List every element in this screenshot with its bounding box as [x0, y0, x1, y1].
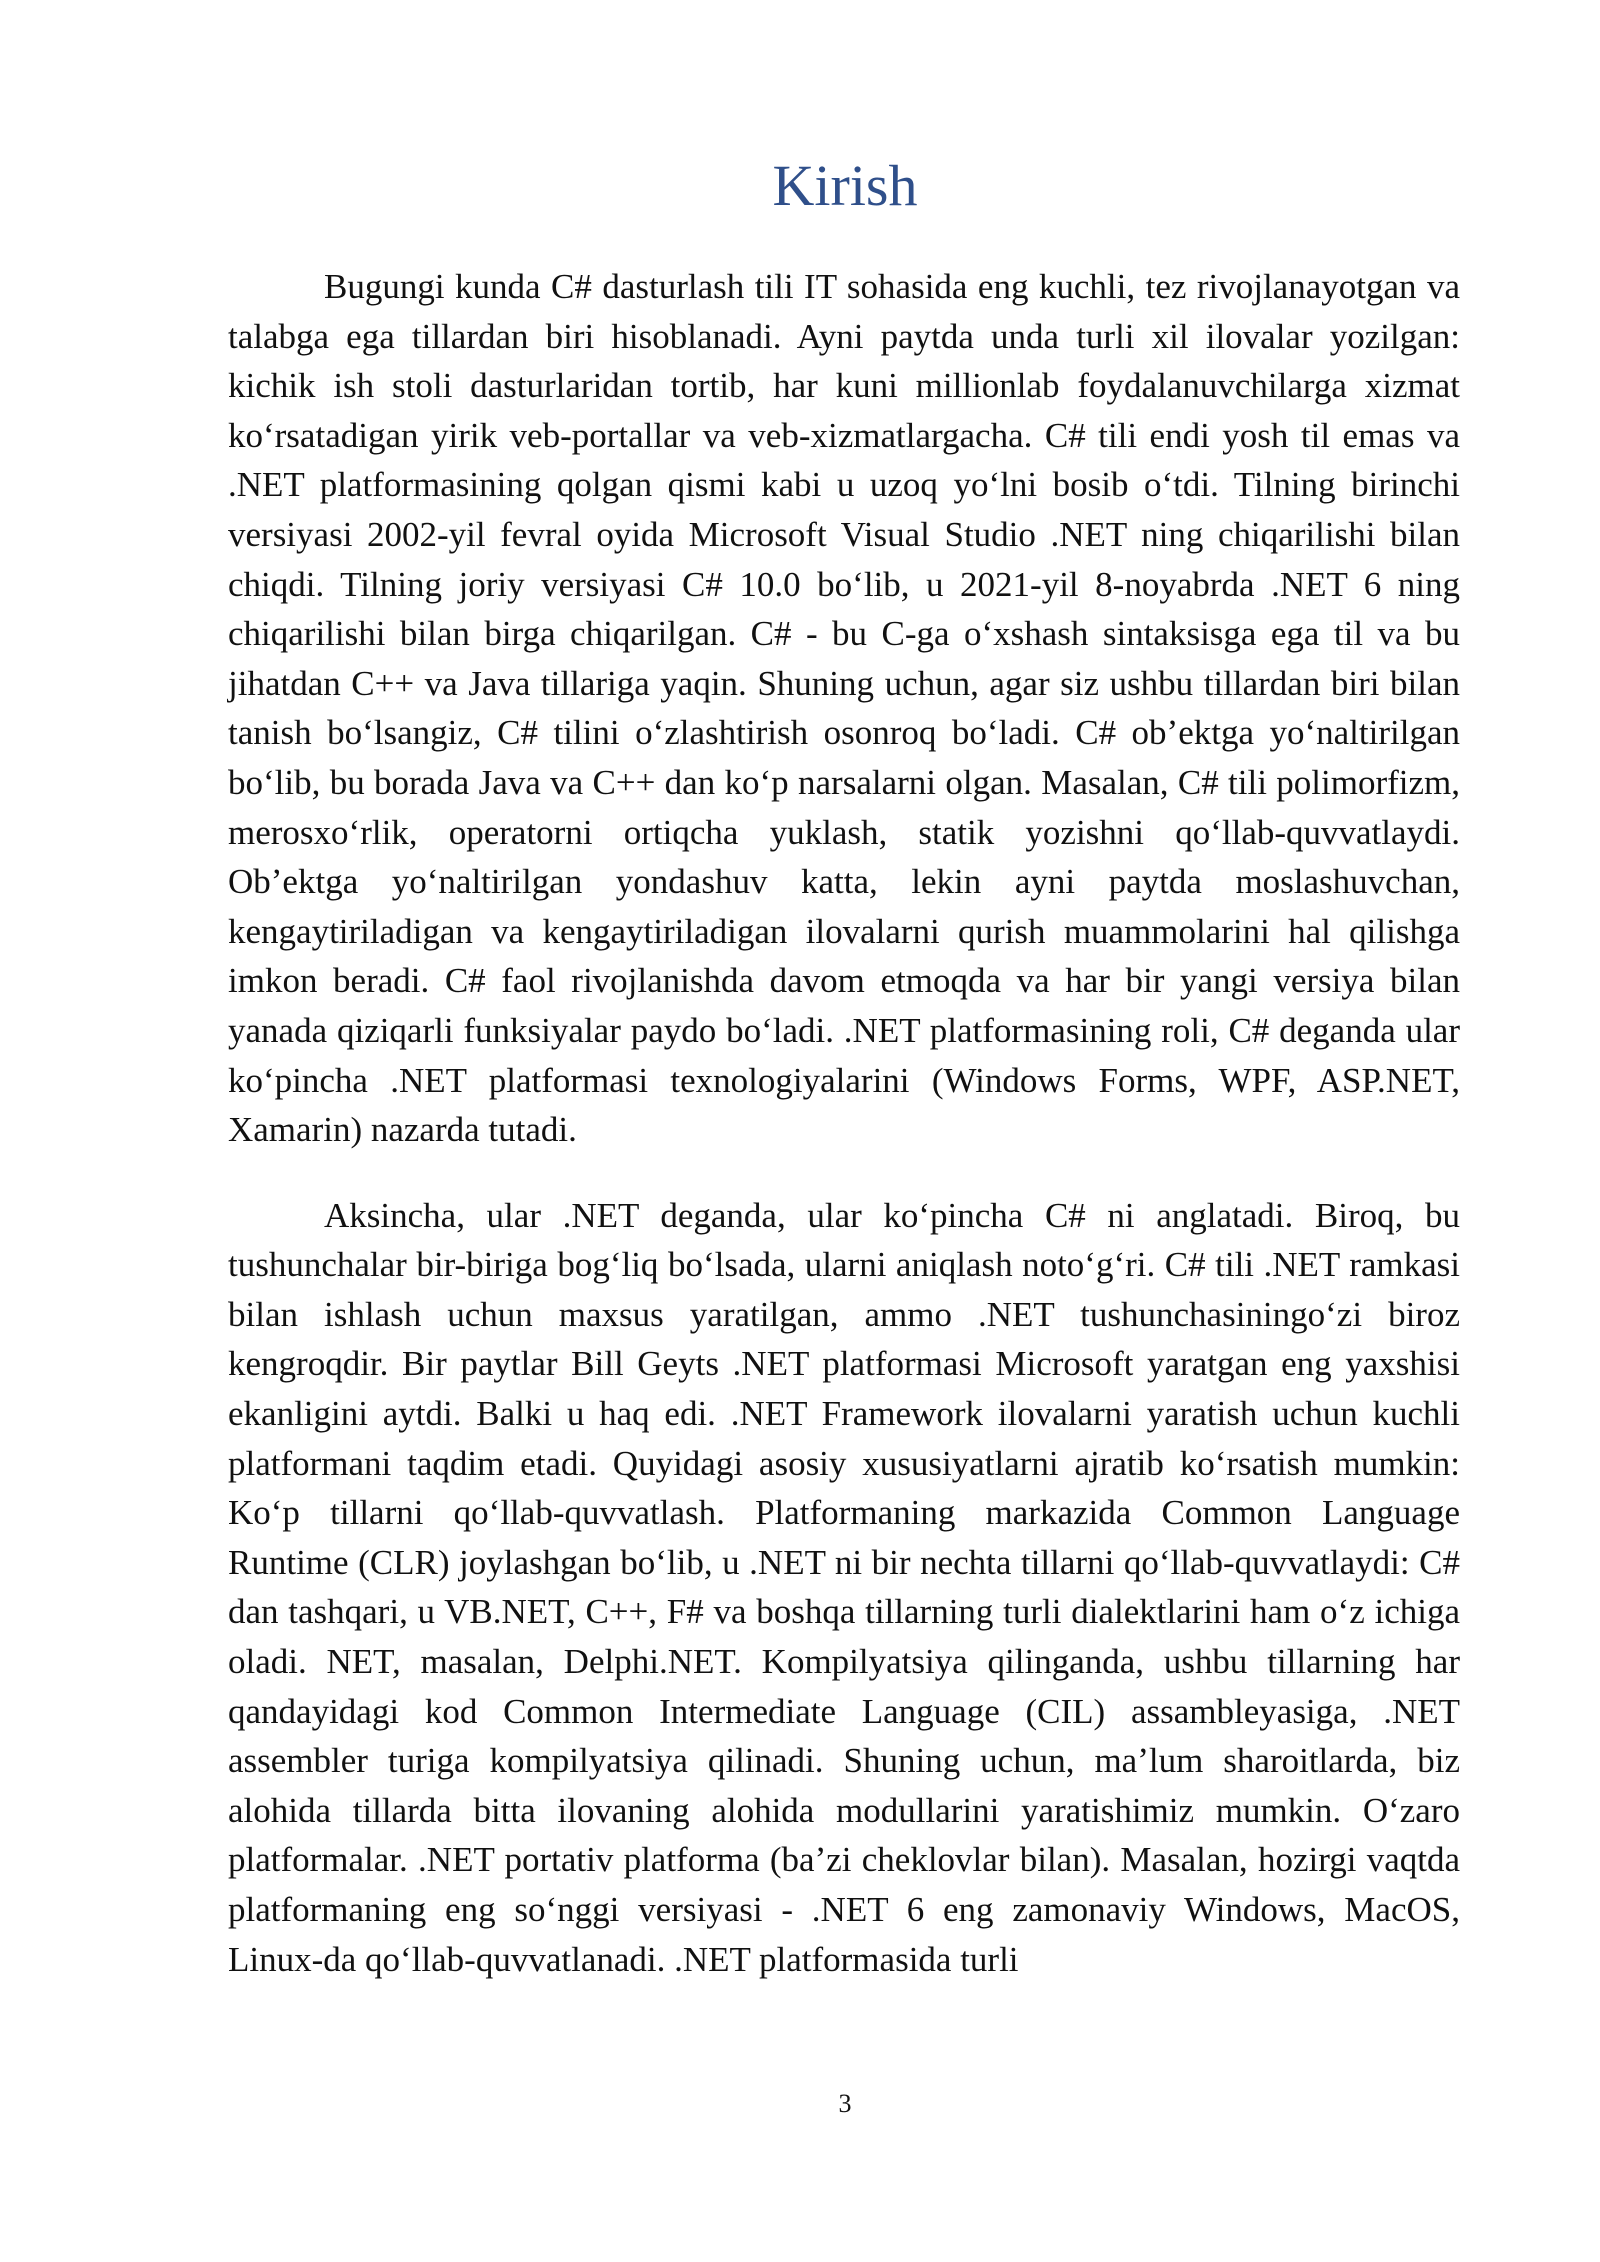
page-number: 3	[838, 2089, 852, 2118]
paragraph-dotnet: Aksincha, ular .NET deganda, ular koʻpincha C# ni anglatadi. Biroq, bu tushunchalar bir-biriga bogʻliq boʻlsada, ularni aniqlash notoʻgʻri. C# tili .NET ramkasi bilan ishlash uchun maxsus yaratilgan, ammo .NET tushunchasiningoʻzi biroz kengroqdir. Bir paytlar Bill Geyts .NET platformasi Microsoft yaratgan eng yaxshisi ekanligini aytdi. Balki u haq edi. .NET Framework ilovalarni yaratish uchun kuchli platformani taqdim etadi. Quyidagi asosiy xususiyatlarni ajratib koʻrsatish mumkin: Koʻp tillarni qoʻllab-quvvatlash. Platformaning markazida Common Language Runtime (CLR) joylashgan boʻlib, u .NET ni bir nechta tillarni qoʻllab-quvvatlaydi: C# dan tashqari, u VB.NET, C++, F# va boshqa tillarning turli dialektlarini ham oʻz ichiga oladi. NET, masalan, Delphi.NET. Kompilyatsiya qilinganda, ushbu tillarning har qandayidagi kod Common Intermediate Language (CIL) assambleyasiga, .NET assembler turiga kompilyatsiya qilinadi. Shuning uchun, maʼlum sharoitlarda, biz alohida tillarda bitta ilovaning alohida modullarini yaratishimiz mumkin. Oʻzaro platformalar. .NET portativ platforma (baʼzi cheklovlar bilan). Masalan, hozirgi vaqtda platformaning eng soʻnggi versiyasi - .NET 6 eng zamonaviy Windows, MacOS, Linux-da qoʻllab-quvvatlanadi. .NET platformasida turli	[228, 1195, 1460, 1979]
document-body	[228, 262, 1460, 1984]
paragraph-intro: Bugungi kunda C# dasturlash tili IT sohasida eng kuchli, tez rivojlanayotgan va talabga ega tillardan biri hisoblanadi. Ayni paytda unda turli xil ilovalar yozilgan: kichik ish stoli dasturlaridan tortib, har kuni millionlab foydalanuvchilarga xizmat koʻrsatadigan yirik veb-portallar va veb-xizmatlargacha. C# tili endi yosh til emas va .NET platformasining qolgan qismi kabi u uzoq yoʻlni bosib oʻtdi. Tilning birinchi versiyasi 2002-yil fevral oyida Microsoft Visual Studio .NET ning chiqarilishi bilan chiqdi. Tilning joriy versiyasi C# 10.0 boʻlib, u 2021-yil 8-noyabrda .NET 6 ning chiqarilishi bilan birga chiqarilgan. C# - bu C-ga oʻxshash sintaksisga ega til va bu jihatdan C++ va Java tillariga yaqin. Shuning uchun, agar siz ushbu tillardan biri bilan tanish boʻlsangiz, C# tilini oʻzlashtirish osonroq boʻladi. C# obʼektga yoʻnaltirilgan boʻlib, bu borada Java va C++ dan koʻp narsalarni olgan. Masalan, C# tili polimorfizm, merosxoʻrlik, operatorni ortiqcha yuklash, statik yozishni qoʻllab-quvvatlaydi. Obʼektga yoʻnaltirilgan yondashuv katta, lekin ayni paytda moslashuvchan, kengaytiriladigan va kengaytiriladigan ilovalarni qurish muammolarini hal qilishga imkon beradi. C# faol rivojlanishda davom etmoqda va har bir yangi versiya bilan yanada qiziqarli funksiyalar paydo boʻladi. .NET platformasining roli, C# deganda ular koʻpincha .NET platformasi texnologiyalarini (Windows Forms, WPF, ASP.NET, Xamarin) nazarda tutadi.	[228, 267, 1460, 1150]
page-title: Kirish	[772, 153, 918, 218]
